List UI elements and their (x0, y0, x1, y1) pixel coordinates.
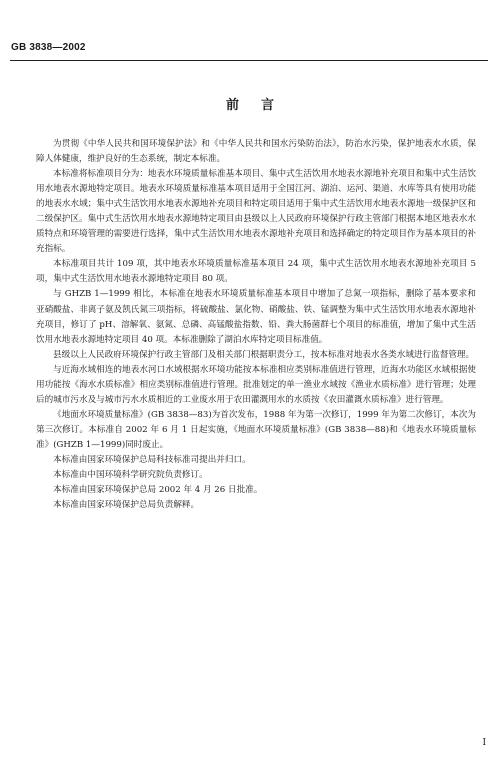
paragraph-purpose: 为贯彻《中华人民共和国环境保护法》和《中华人民共和国水污染防治法》，防治水污染，保护地表水水质，保障人体健康，维护良好的生态系统，制定本标准。 (36, 139, 476, 165)
paragraph-estuary: 与近海水域相连的地表水河口水域根据水环境功能按本标准相应类别标准值进行管理，近海水功能区水域根据使用功能按《海水水质标准》相应类别标准值进行管理。批准划定的单一渔业水域按《渔业水质标准》进行管理；处理后的城市污水及与城市污水水质相近的工业废水用于农田灌溉用水的水质按《农田灌溉水质标准》进行管理。 (36, 364, 476, 405)
paragraph-item-count: 本标准项目共计 109 项，其中地表水环境质量标准基本项目 24 项，集中式生活饮用水地表水源地补充项目 5 项，集中式生活饮用水地表水源地特定项目 80 项。 (36, 259, 476, 285)
paragraph-supervision: 县级以上人民政府环境保护行政主管部门及相关部门根据职责分工，按本标准对地表水各类水域进行监督管理。 (53, 349, 475, 360)
paragraph-drafter: 本标准由中国环境科学研究院负责修订。 (53, 470, 208, 481)
paragraph-proposer: 本标准由国家环境保护总局科技标准司提出并归口。 (53, 454, 251, 465)
paragraph-interpretation: 本标准由国家环境保护总局负责解释。 (53, 500, 200, 511)
page-number: I (482, 738, 486, 748)
standard-code: GB 3838—2002 (11, 42, 86, 53)
paragraph-approval: 本标准由国家环境保护总局 2002 年 4 月 26 日批准。 (53, 485, 263, 496)
header-rule (10, 60, 488, 61)
paragraph-history: 《地面水环境质量标准》(GB 3838—83)为首次发布，1988 年为第一次修订，1999 年为第二次修订，本次为第三次修订。本标准自 2002 年 6 月 1 日起实施，《地面水环境质量标准》(GB 3838—88)和《地表水环境质量标准》(GHZB 1—1999)同时废止。 (36, 409, 476, 450)
page-title: 前言 (225, 98, 296, 113)
body-text (36, 137, 476, 513)
paragraph-classification: 本标准将标准项目分为：地表水环境质量标准基本项目、集中式生活饮用水地表水源地补充项目和集中式生活饮用水地表水源地特定项目。地表水环境质量标准基本项目适用于全国江河、湖泊、运河、渠道、水库等具有使用功能的地表水水域；集中式生活饮用水地表水源地补充项目和特定项目适用于集中式生活饮用水地表水源地一级保护区和二级保护区。集中式生活饮用水地表水源地特定项目由县级以上人民政府环境保护行政主管部门根据本地区地表水水质特点和环境管理的需要进行选择，集中式生活饮用水地表水源地补充项目和选择确定的特定项目作为基本项目的补充指标。 (36, 169, 476, 255)
paragraph-comparison: 与 GHZB 1—1999 相比，本标准在地表水环境质量标准基本项目中增加了总氮一项指标，删除了基本要求和亚硝酸盐、非离子氨及凯氏氮三项指标，将硫酸盐、氯化物、硝酸盐、铁、锰调整为集中式生活饮用水地表水源地补充项目，修订了 pH、溶解氧、氨氮、总磷、高锰酸盐指数、铅、粪大肠菌群七个项目的标准值，增加了集中式生活饮用水地表水源地特定项目 40 项。本标准删除了湖泊水库特定项目标准值。 (36, 289, 476, 345)
